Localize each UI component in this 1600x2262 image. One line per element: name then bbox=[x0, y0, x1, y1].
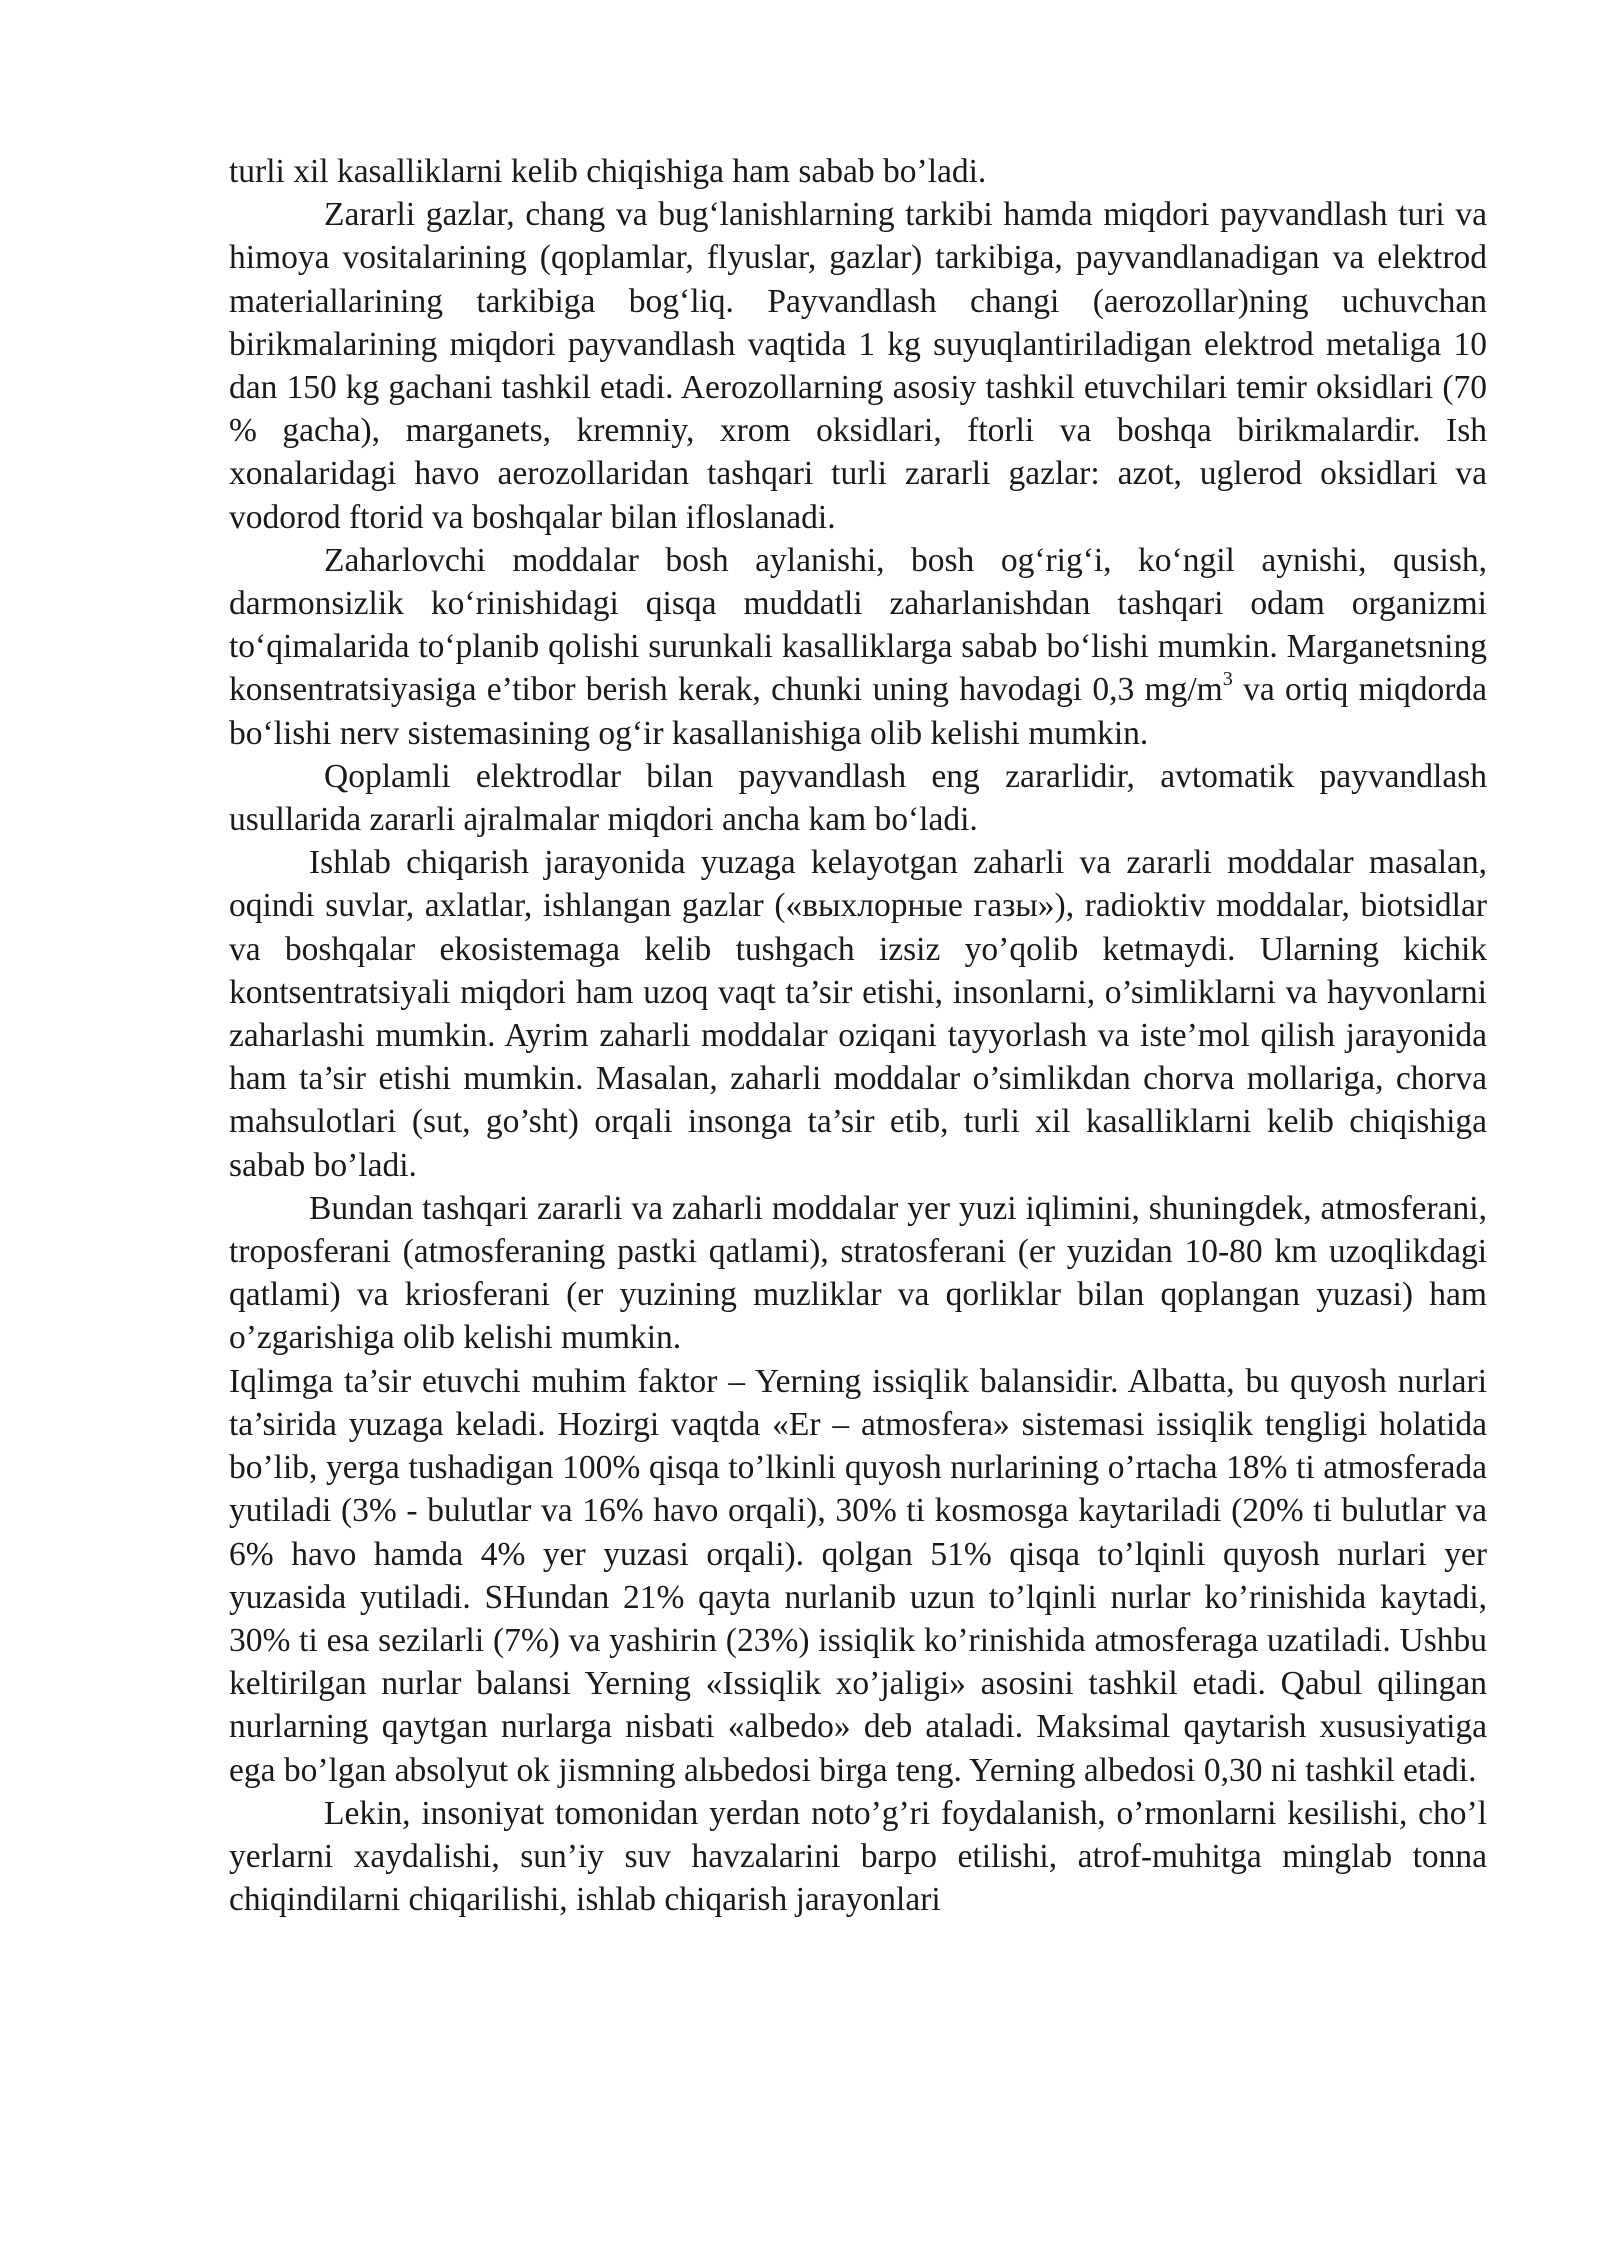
paragraph-harmful-gases: Zararli gazlar, chang va bug‘lanishlarning tarkibi hamda miqdori payvandlash turi va himoya vositalarining (qoplamlar, flyuslar, gazlar) tarkibiga, payvandlanadigan va elektrod materiallarining tarkibiga bog‘liq. Payvandlash changi (aerozollar)ning uchuvchan birikmalarining miqdori payvandlash vaqtida 1 kg suyuqlantiriladigan elektrod metaliga 10 dan 150 kg gachani tashkil etadi. Aerozollarning asosiy tashkil etuvchilari temir oksidlari (70 % gacha), marganets, kremniy, xrom oksidlari, ftorli va boshqa birikmalardir. Ish xonalaridagi havo aerozollaridan tashqari turli zararli gazlar: azot, uglerod oksidlari va vodorod ftorid va boshqalar bilan ifloslanadi. bbox=[229, 196, 1487, 536]
paragraph-text-segment: va ortiq miqdorda bo‘lishi nerv sistemasining og‘ir kasallanishiga olib kelishi mumkin. bbox=[229, 671, 1488, 752]
paragraph-human-activity: Lekin, insoniyat tomonidan yerdan noto’g’ri foydalanish, o’rmonlarni kesilishi, cho’l yerlarni xaydalishi, sun’iy suv havzalarini barpo etilishi, atrof-muhitga minglab tonna chiqindilarni chiqarilishi, ishlab chiqarish jarayonlari bbox=[229, 1794, 1487, 1919]
paragraph-text-segment: Zaharlovchi moddalar bosh aylanishi, bosh og‘rig‘i, ko‘ngil aynishi, qusish, darmonsizlik ko‘rinishidagi qisqa muddatli zaharlanishdan tashqari odam organizmi to‘qimalarida to‘planib qolishi surunkali kasalliklarga sabab bo‘lishi mumkin. Marganetsning konsentratsiyasiga e’tibor berish kerak, chunki uning havodagi 0,3 mg/m bbox=[229, 541, 1487, 709]
paragraph-industrial-pollutants: Ishlab chiqarish jarayonida yuzaga kelayotgan zaharli va zararli moddalar masalan, oqindi suvlar, axlatlar, ishlangan gazlar («выxлорные газы»), radioktiv moddalar, biotsidlar va boshqalar ekosistemaga kelib tushgach izsiz yo’qolib ketmaydi. Ularning kichik kontsentratsiyali miqdori ham uzoq vaqt ta’sir etishi, insonlarni, o’simliklarni va hayvonlarni zaharlashi mumkin. Ayrim zaharli moddalar oziqani tayyorlash va iste’mol qilish jarayonida ham ta’sir etishi mumkin. Masalan, zaharli moddalar o’simlikdan chorva mollariga, chorva mahsulotlari (sut, go’sht) orqali insonga ta’sir etib, turli xil kasalliklarni kelib chiqishiga sabab bo’ladi. bbox=[229, 844, 1487, 1184]
paragraph-heat-balance: Iqlimga ta’sir etuvchi muhim faktor – Yerning issiqlik balansidir. Albatta, bu quyosh nurlari ta’sirida yuzaga keladi. Hozirgi vaqtda «Er – atmosfera» sistemasi issiqlik tengligi holatida bo’lib, yerga tushadigan 100% qisqa to’lkinli quyosh nurlarining o’rtacha 18% ti atmosferada yutiladi (3% - bulutlar va 16% havo orqali), 30% ti kosmosga kaytariladi (20% ti bulutlar va 6% havo hamda 4% yer yuzasi orqali). qolgan 51% qisqa to’lqinli quyosh nurlari yer yuzasida yutiladi. SHundan 21% qayta nurlanib uzun to’lqinli nurlar ko’rinishida kaytadi, 30% ti esa sezilarli (7%) va yashirin (23%) issiqlik ko’rinishida atmosferaga uzatiladi. Ushbu keltirilgan nurlar balansi Yerning «Issiqlik xo’jaligi» asosini tashkil etadi. Qabul qilingan nurlarning qaytgan nurlarga nisbati «albedo» deb ataladi. Maksimal qaytarish xususiyatiga ega bo’lgan absolyut ok jismning alьbedosi birga teng. Yerning albedosi 0,30 ni tashkil etadi. bbox=[229, 1362, 1487, 1789]
document-page bbox=[229, 150, 1487, 1921]
paragraph-poisoning-effects bbox=[229, 539, 1487, 755]
paragraph-climate-impact: Bundan tashqari zararli va zaharli moddalar yer yuzi iqlimini, shuningdek, atmosferani, troposferani (atmosferaning pastki qatlami), stratosferani (er yuzidan 10-80 km uzoqlikdagi qatlami) va kriosferani (er yuzining muzliklar va qorliklar bilan qoplangan yuzasi) ham o’zgarishiga olib kelishi mumkin. bbox=[229, 1189, 1487, 1357]
superscript-exponent: 3 bbox=[1222, 668, 1233, 691]
paragraph-continuation: turli xil kasalliklarni kelib chiqishiga ham sabab bo’ladi. bbox=[229, 153, 987, 190]
paragraph-coated-electrodes: Qoplamli elektrodlar bilan payvandlash eng zararlidir, avtomatik payvandlash usullarida zararli ajralmalar miqdori ancha kam bo‘ladi. bbox=[229, 757, 1487, 839]
